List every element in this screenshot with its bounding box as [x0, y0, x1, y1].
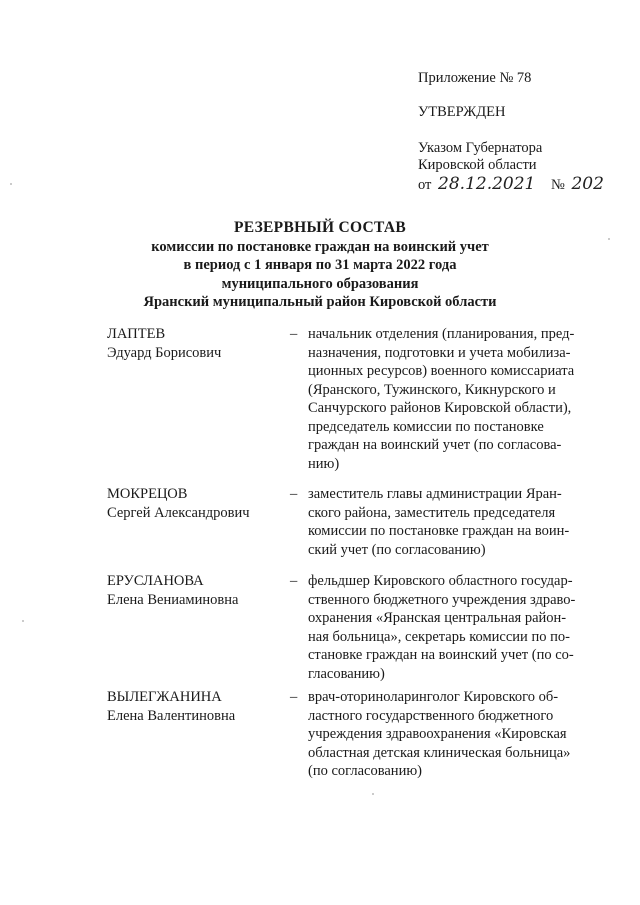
scan-speck: [608, 238, 610, 240]
description-line: начальник отделения (планирования, пред-: [308, 326, 575, 342]
description-line: ственного бюджетного учреждения здраво-: [308, 591, 576, 608]
member-surname: ВЫЛЕГЖАНИНА: [107, 689, 222, 705]
member-name: [107, 485, 282, 522]
member-description: [308, 485, 591, 559]
description-line: становке граждан на воинский учет (по со-: [308, 647, 574, 663]
description-line: (Яранского, Тужинского, Кикнурского и: [308, 381, 556, 398]
description-line: Санчурского районов Кировской области),: [308, 400, 572, 416]
description-line: ский учет (по согласованию): [308, 541, 486, 558]
description-line: назначения, подготовки и учета мобилиза-: [308, 344, 571, 361]
member-surname: ЕРУСЛАНОВА: [107, 573, 204, 589]
scan-speck: [22, 620, 24, 622]
member-surname: МОКРЕЦОВ: [107, 486, 188, 502]
dash-separator: –: [290, 689, 298, 705]
approved-label: УТВЕРЖДЕН: [418, 104, 506, 120]
description-line: гласованию): [308, 665, 385, 682]
member-given-name: Эдуард Борисович: [107, 344, 222, 361]
member-given-name: Сергей Александрович: [107, 504, 250, 521]
description-line: (по согласованию): [308, 763, 422, 779]
member-description: [308, 325, 591, 473]
description-line: председатель комиссии по постановке: [308, 418, 544, 435]
description-line: областная детская клиническая больница»: [308, 744, 571, 761]
appendix-number: Приложение № 78: [418, 70, 532, 86]
scan-speck: [372, 793, 374, 795]
member-name: [107, 572, 282, 609]
member-description: [308, 572, 591, 683]
decree-date-line: [418, 174, 604, 194]
member-name: [107, 325, 282, 362]
member-surname: ЛАПТЕВ: [107, 326, 166, 342]
dash-separator: –: [290, 486, 298, 502]
description-line: ционных ресурсов) военного комиссариата: [308, 363, 575, 379]
description-line: ского района, заместитель председателя: [308, 504, 556, 521]
decree-line-1: Указом Губернатора: [418, 140, 543, 156]
description-line: ная больница», секретарь комиссии по по-: [308, 628, 570, 645]
description-line: врач-оториноларинголог Кировского об-: [308, 689, 559, 705]
title-line-5: Яранский муниципальный район Кировской области: [143, 294, 497, 310]
description-line: нию): [308, 455, 340, 472]
member-given-name: Елена Валентиновна: [107, 707, 236, 724]
title-line-2: комиссии по постановке граждан на воинский учет: [151, 238, 489, 255]
from-label: от: [418, 177, 432, 193]
handwritten-date: 28.12.2021: [438, 174, 536, 194]
description-line: охранения «Яранская центральная район-: [308, 610, 567, 626]
description-line: учреждения здравоохранения «Кировская: [308, 726, 567, 742]
handwritten-number: 202: [571, 174, 604, 194]
description-line: комиссии по постановке граждан на воин-: [308, 523, 570, 539]
description-line: ластного государственного бюджетного: [308, 707, 554, 724]
member-name: [107, 688, 282, 725]
description-line: граждан на воинский учет (по согласова-: [308, 437, 562, 453]
decree-line-2: Кировской области: [418, 157, 537, 173]
member-description: [308, 688, 591, 781]
description-line: заместитель главы администрации Яран-: [308, 486, 562, 502]
title-line-1: РЕЗЕРВНЫЙ СОСТАВ: [233, 219, 407, 236]
title-line-4: муниципального образования: [221, 275, 419, 292]
document-title: [0, 219, 640, 312]
title-line-3: в период с 1 января по 31 марта 2022 года: [183, 257, 457, 273]
member-given-name: Елена Вениаминовна: [107, 591, 239, 608]
scan-speck: [10, 183, 12, 185]
dash-separator: –: [290, 573, 298, 589]
description-line: фельдшер Кировского областного государ-: [308, 573, 573, 589]
dash-separator: –: [290, 326, 298, 342]
number-label: №: [551, 177, 565, 193]
